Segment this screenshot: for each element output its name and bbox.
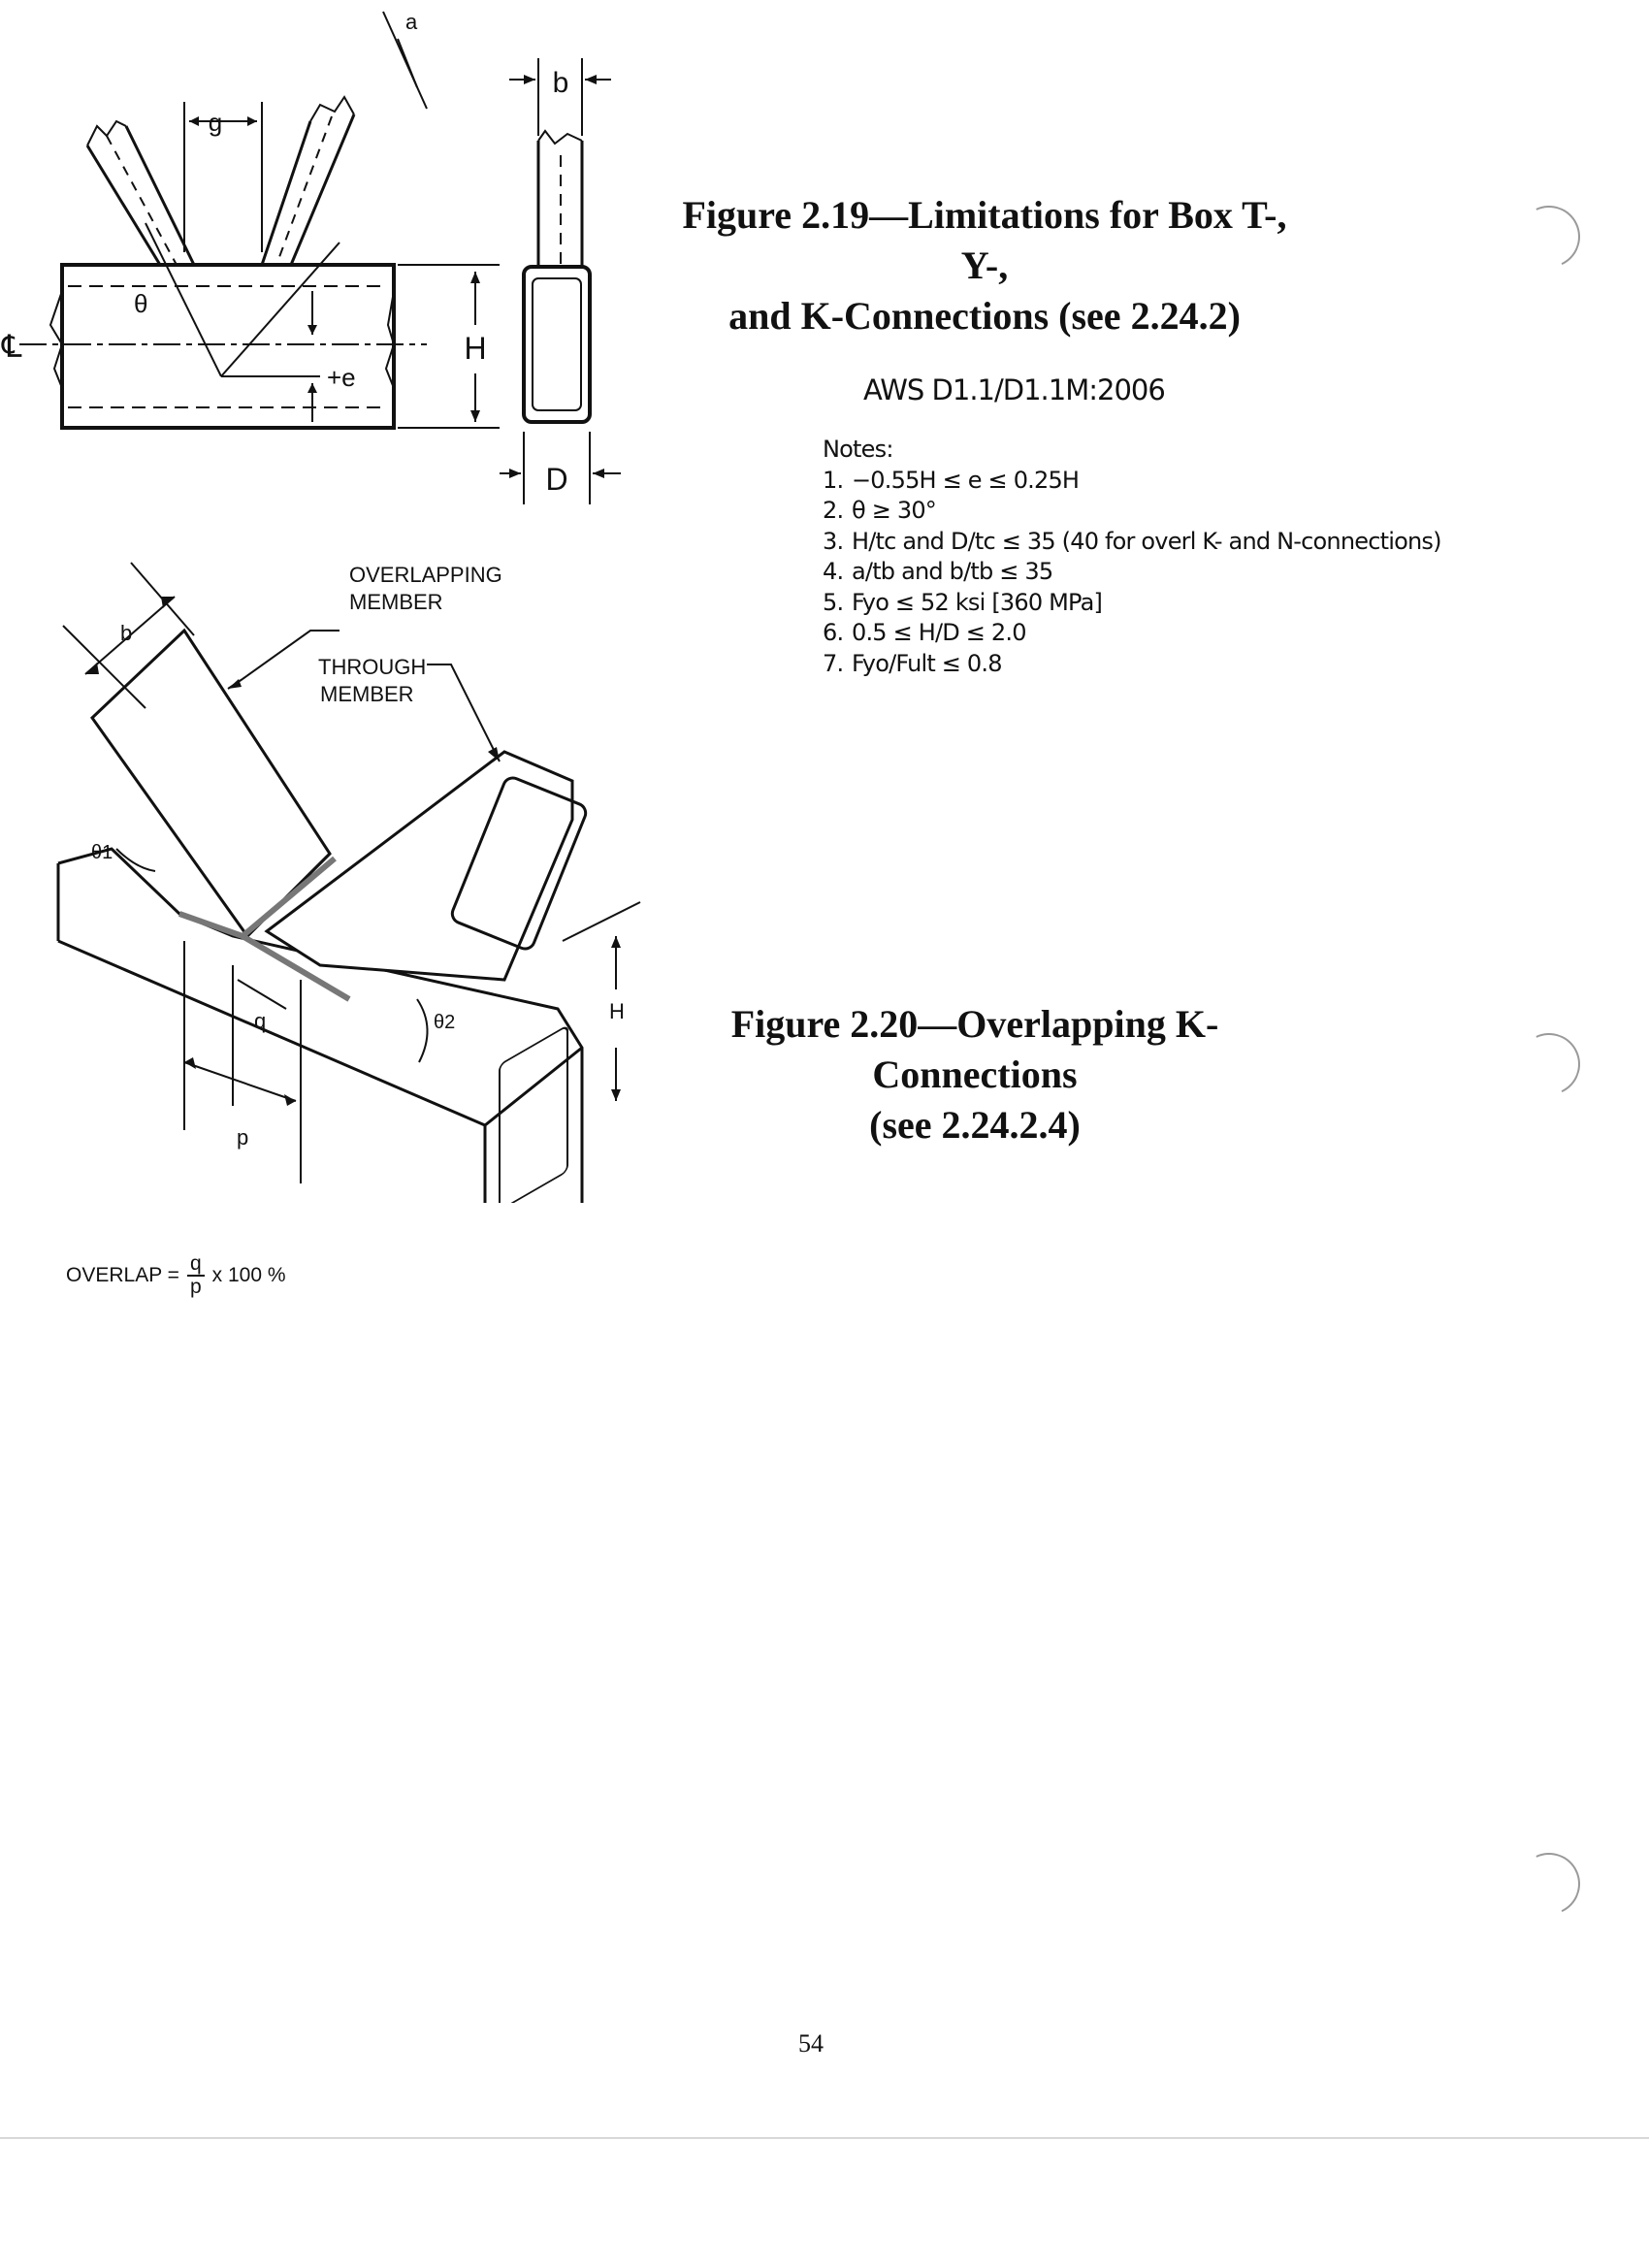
overlap-formula bbox=[66, 1253, 286, 1298]
note-number: 5. bbox=[823, 588, 844, 616]
figure-219-label-g: g bbox=[208, 108, 223, 137]
figure-220-label-theta1: θ1 bbox=[91, 842, 113, 863]
overlap-numerator: q bbox=[187, 1253, 205, 1277]
figure-219-label-theta: θ bbox=[134, 289, 148, 318]
punch-hole-mark bbox=[1509, 1844, 1589, 1924]
centerline-symbol: ℄ bbox=[2, 329, 22, 364]
overlap-fraction bbox=[187, 1253, 205, 1298]
note-number: 1. bbox=[823, 466, 844, 494]
note-item bbox=[823, 649, 1441, 680]
figure-220-label-theta2: θ2 bbox=[434, 1012, 456, 1033]
note-number: 3. bbox=[823, 527, 844, 555]
figure-220-label-p: p bbox=[237, 1125, 249, 1150]
figure-220-caption bbox=[669, 999, 1280, 1150]
figure-219-label-e: +e bbox=[327, 363, 356, 392]
note-number: 2. bbox=[823, 497, 844, 524]
figure-219-label-d: D bbox=[545, 462, 568, 497]
overlap-suffix: x 100 % bbox=[211, 1264, 286, 1286]
note-text: θ ≥ 30° bbox=[852, 497, 936, 524]
notes-list bbox=[823, 466, 1441, 680]
scan-edge-line bbox=[0, 2137, 1649, 2139]
note-item bbox=[823, 557, 1441, 588]
overlapping-member-label-line2: MEMBER bbox=[349, 590, 443, 614]
note-item bbox=[823, 527, 1441, 558]
through-member-label-line2: MEMBER bbox=[320, 682, 414, 706]
figure-219-label-a: a bbox=[405, 10, 418, 34]
figure-219-label-h: H bbox=[464, 331, 487, 366]
note-number: 6. bbox=[823, 619, 844, 646]
note-item bbox=[823, 588, 1441, 619]
notes-block bbox=[823, 435, 1441, 679]
figure-220-caption-line1: Figure 2.20—Overlapping K-Connections bbox=[730, 1002, 1219, 1096]
notes-heading: Notes: bbox=[823, 436, 893, 463]
note-text: −0.55H ≤ e ≤ 0.25H bbox=[852, 466, 1080, 494]
page-number: 54 bbox=[798, 2029, 824, 2057]
note-number: 4. bbox=[823, 558, 844, 585]
overlap-prefix: OVERLAP = bbox=[66, 1264, 179, 1286]
figure-219-caption-line2: and K-Connections (see 2.24.2) bbox=[728, 294, 1241, 338]
note-item bbox=[823, 466, 1441, 497]
note-number: 7. bbox=[823, 649, 844, 677]
note-text: H/tc and D/tc ≤ 35 (40 for overl K- and N-connections) bbox=[852, 527, 1441, 555]
note-item bbox=[823, 496, 1441, 527]
figure-219-caption bbox=[669, 190, 1300, 341]
overlapping-member-label-line1: OVERLAPPING bbox=[349, 563, 502, 587]
punch-hole-mark bbox=[1509, 1024, 1589, 1104]
figure-219-label-b: b bbox=[552, 67, 569, 99]
through-member-label-line1: THROUGH bbox=[318, 655, 427, 679]
figure-2-19-drawing bbox=[0, 0, 630, 504]
overlap-denominator: p bbox=[189, 1276, 202, 1298]
figure-220-label-q: q bbox=[254, 1009, 267, 1033]
note-item bbox=[823, 618, 1441, 649]
note-text: 0.5 ≤ H/D ≤ 2.0 bbox=[852, 619, 1026, 646]
standard-reference: AWS D1.1/D1.1M:2006 bbox=[863, 373, 1165, 406]
figure-2-20-drawing bbox=[0, 524, 660, 1203]
note-text: a/tb and b/tb ≤ 35 bbox=[852, 558, 1053, 585]
note-text: Fyo/Fult ≤ 0.8 bbox=[852, 649, 1002, 677]
figure-219-caption-line1: Figure 2.19—Limitations for Box T-, Y-, bbox=[682, 193, 1287, 287]
figure-220-label-b: b bbox=[120, 621, 133, 645]
note-text: Fyo ≤ 52 ksi [360 MPa] bbox=[852, 588, 1103, 616]
punch-hole-mark bbox=[1509, 197, 1589, 276]
figure-220-label-h: H bbox=[609, 999, 625, 1023]
figure-220-caption-line2: (see 2.24.2.4) bbox=[869, 1103, 1081, 1147]
